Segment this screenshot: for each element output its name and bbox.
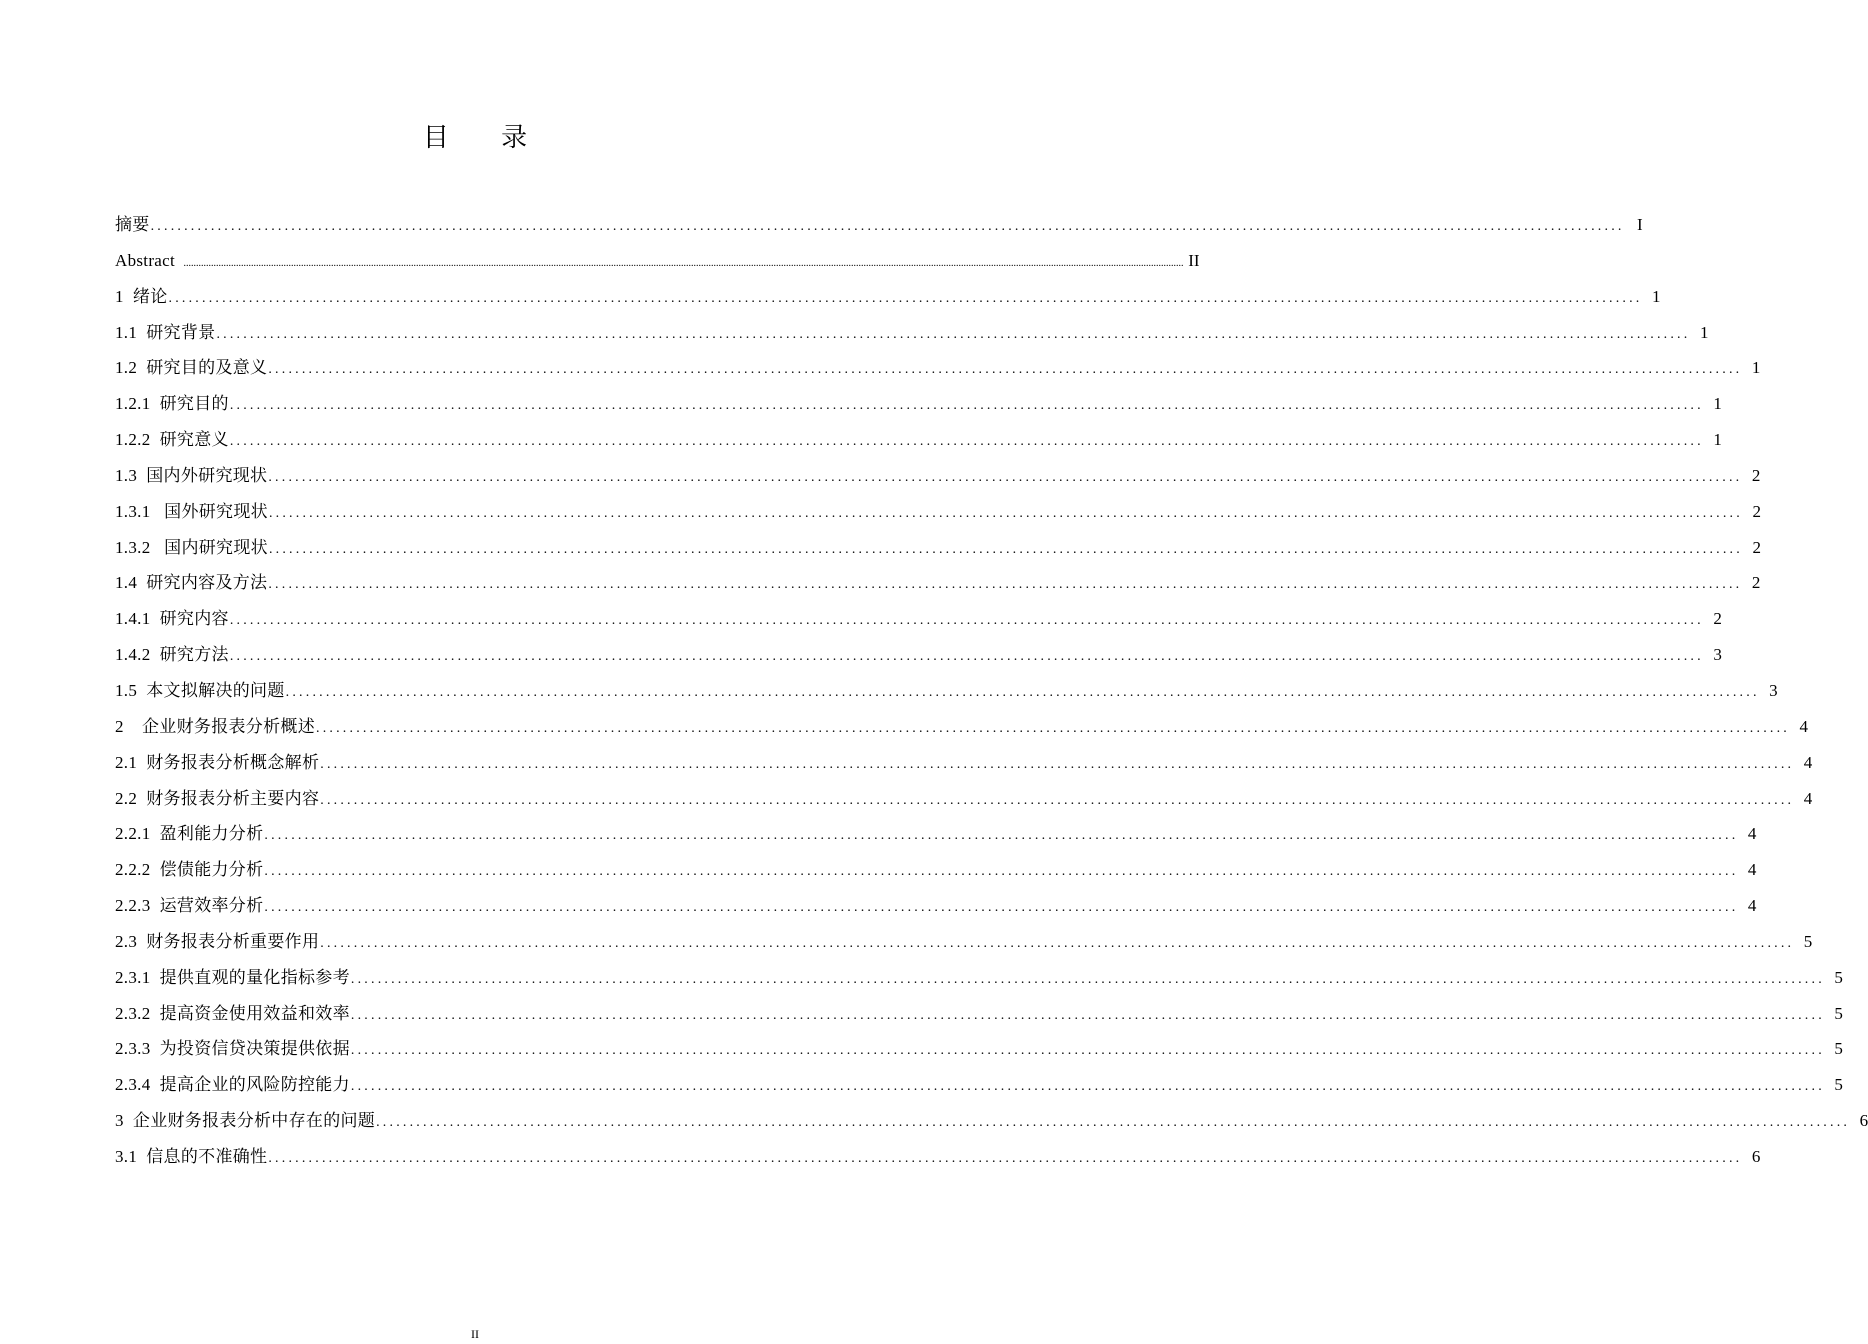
toc-entry-label: 1.2.2 研究意义 xyxy=(115,430,229,450)
toc-dot-leader: ............................................................................................................................................................................................................................ xyxy=(229,649,1704,665)
toc-dot-leader: ............................................................................................................................................................................................................................ xyxy=(350,1079,1825,1095)
toc-entry[interactable] xyxy=(115,673,1778,709)
toc-entry-label: 2.2.3 运营效率分析 xyxy=(115,896,264,916)
toc-dot-leader: ............................................................................................................................................................................................................................ xyxy=(150,219,1625,234)
toc-entry-label: 3 企业财务报表分析中存在的问题 xyxy=(115,1111,376,1131)
toc-dot-leader: ............................................................................................................................................................................................................................ xyxy=(350,1007,1825,1023)
toc-entry-page-number: 4 xyxy=(1747,860,1757,880)
toc-entry-page-number: 2 xyxy=(1752,537,1761,557)
toc-entry[interactable] xyxy=(115,745,1813,781)
toc-entry-label: 2.2.1 盈利能力分析 xyxy=(115,824,264,844)
toc-dot-leader: ............................................................................................................................................................................................................................ xyxy=(320,756,1795,772)
toc-entry-label: 2.2.2 偿债能力分析 xyxy=(115,860,264,880)
toc-entry-page-number: 2 xyxy=(1751,465,1761,485)
toc-entry-page-number: II xyxy=(1188,250,1200,270)
toc-dot-leader: ............................................................................................................................................................................................................................ xyxy=(285,684,1760,700)
toc-entry[interactable] xyxy=(115,494,1761,530)
toc-entry-page-number: 1 xyxy=(1751,358,1761,378)
toc-entry-page-number: 3 xyxy=(1713,645,1722,665)
toc-entry[interactable] xyxy=(115,996,1843,1032)
toc-entry-label: 3.1 信息的不准确性 xyxy=(115,1146,268,1166)
toc-entry[interactable] xyxy=(115,1139,1761,1175)
toc-entry-label: 1.4 研究内容及方法 xyxy=(115,573,268,593)
toc-entry-page-number: 5 xyxy=(1834,1075,1843,1095)
toc-entry-page-number: 1 xyxy=(1699,322,1709,342)
toc-entry-page-number: 4 xyxy=(1747,896,1757,916)
page-number: II xyxy=(471,1327,479,1341)
toc-entry-page-number: 5 xyxy=(1834,1039,1843,1059)
table-of-contents xyxy=(115,207,1868,1175)
toc-dot-leader: ............................................................................................................................................................................................................................ xyxy=(264,864,1739,880)
toc-entry-page-number: 5 xyxy=(1834,1003,1843,1023)
toc-entry-label: 1.4.2 研究方法 xyxy=(115,645,229,665)
toc-dot-leader: ............................................................................................................................................................................................................................ xyxy=(264,900,1739,916)
toc-entry[interactable] xyxy=(115,781,1813,817)
toc-entry[interactable] xyxy=(115,637,1722,673)
toc-entry-label: 1 绪论 xyxy=(115,286,168,306)
toc-entry[interactable] xyxy=(115,315,1709,351)
toc-entry-page-number: 5 xyxy=(1834,967,1843,987)
toc-entry[interactable] xyxy=(115,279,1661,315)
toc-entry-label: 1.2.1 研究目的 xyxy=(115,394,229,414)
toc-entry-page-number: 6 xyxy=(1751,1146,1761,1166)
toc-entry-label: 1.4.1 研究内容 xyxy=(115,609,229,629)
toc-entry-page-number: I xyxy=(1636,215,1643,234)
toc-entry-page-number: 4 xyxy=(1747,824,1757,844)
toc-entry[interactable] xyxy=(115,960,1843,996)
toc-entry[interactable] xyxy=(115,1031,1843,1067)
toc-entry-page-number: 1 xyxy=(1652,286,1661,306)
toc-dot-leader: ............................................................................................................................................................................................................................ xyxy=(216,326,1691,342)
toc-entry-label: 2.1 财务报表分析概念解析 xyxy=(115,752,320,772)
toc-entry-label: 2.3.1 提供直观的量化指标参考 xyxy=(115,967,350,987)
toc-dot-leader: ............................................................................................................................................................................................................................ xyxy=(268,469,1743,485)
toc-entry-label: 2.3 财务报表分析重要作用 xyxy=(115,931,320,951)
toc-dot-leader: ............................................................................................................................................................................................................................ xyxy=(376,1115,1851,1131)
toc-entry-label: 1.1 研究背景 xyxy=(115,322,216,342)
toc-entry[interactable] xyxy=(115,709,1808,745)
toc-entry[interactable] xyxy=(115,924,1813,960)
toc-entry-label: 1.5 本文拟解决的问题 xyxy=(115,680,285,700)
toc-entry-label: 2.3.3 为投资信贷决策提供依据 xyxy=(115,1039,350,1059)
toc-dot-leader: ............................................................................................................................................................................................................................ xyxy=(264,828,1739,844)
toc-entry[interactable] xyxy=(115,422,1722,458)
toc-entry-page-number: 1 xyxy=(1713,394,1722,414)
toc-entry-page-number: 6 xyxy=(1859,1111,1868,1131)
toc-entry-label: Abstract xyxy=(115,250,180,270)
toc-dot-leader: ............................................................................................................................................................................................................................ xyxy=(268,577,1743,593)
toc-entry-label: 1.2 研究目的及意义 xyxy=(115,358,268,378)
toc-dot-leader: ............................................................................................................................................................................................................................ xyxy=(229,398,1704,414)
toc-entry[interactable] xyxy=(115,816,1757,852)
toc-entry[interactable] xyxy=(115,1067,1843,1103)
toc-entry-page-number: 2 xyxy=(1751,573,1761,593)
toc-entry-label: 1.3.2 国内研究现状 xyxy=(115,537,268,557)
toc-entry[interactable] xyxy=(115,601,1722,637)
toc-entry[interactable] xyxy=(115,888,1757,924)
page-title: 目 录 xyxy=(422,123,550,153)
toc-dot-leader: ............................................................................................................................................................................................................................ xyxy=(229,613,1704,629)
toc-entry-page-number: 4 xyxy=(1799,716,1808,736)
toc-entry-page-number: 1 xyxy=(1713,430,1722,450)
toc-entry-page-number: 2 xyxy=(1713,609,1722,629)
toc-entry[interactable] xyxy=(115,350,1761,386)
toc-entry-label: 2.2 财务报表分析主要内容 xyxy=(115,788,320,808)
toc-dot-leader: ............................................................................................................................................................................................................................ xyxy=(268,505,1743,521)
toc-entry-page-number: 4 xyxy=(1803,752,1813,772)
toc-entry[interactable] xyxy=(115,1103,1868,1139)
toc-entry[interactable] xyxy=(115,386,1722,422)
toc-entry-label: 摘要 xyxy=(115,215,150,234)
toc-entry[interactable] xyxy=(115,207,1643,243)
toc-dot-leader: ............................................................................................................................................................................................................................ xyxy=(168,290,1643,306)
toc-entry-label: 1.3.1 国外研究现状 xyxy=(115,501,268,521)
toc-entry[interactable] xyxy=(115,852,1757,888)
toc-entry[interactable] xyxy=(115,530,1761,566)
toc-entry-label: 2.3.4 提高企业的风险防控能力 xyxy=(115,1075,350,1095)
toc-entry-label: 1.3 国内外研究现状 xyxy=(115,465,268,485)
toc-entry-label: 2 企业财务报表分析概述 xyxy=(115,716,315,736)
toc-dot-leader: ............................................................................................................................................................................................................................ xyxy=(320,792,1795,808)
toc-dot-leader: ............................................................................................................................................................................................................................ xyxy=(316,720,1790,736)
toc-dot-leader: ............................................................................................................................................................................................................................ xyxy=(350,971,1825,987)
toc-dot-leader: ............................................................................................................................................................................................................................ xyxy=(229,434,1704,450)
toc-dot-leader: ................................................................................................................................................................................................................................................................................................................................................................................................................ xyxy=(183,257,1184,269)
toc-entry-label: 2.3.2 提高资金使用效益和效率 xyxy=(115,1003,350,1023)
toc-dot-leader: ............................................................................................................................................................................................................................ xyxy=(268,362,1743,378)
toc-dot-leader: ............................................................................................................................................................................................................................ xyxy=(320,935,1795,951)
toc-dot-leader: ............................................................................................................................................................................................................................ xyxy=(268,541,1743,557)
toc-entry-page-number: 3 xyxy=(1769,680,1778,700)
toc-entry[interactable] xyxy=(115,243,1200,279)
toc-entry-page-number: 2 xyxy=(1752,501,1761,521)
toc-entry[interactable] xyxy=(115,565,1761,601)
toc-dot-leader: ............................................................................................................................................................................................................................ xyxy=(350,1043,1825,1059)
toc-entry-page-number: 4 xyxy=(1803,788,1813,808)
toc-entry-page-number: 5 xyxy=(1803,931,1813,951)
toc-dot-leader: ............................................................................................................................................................................................................................ xyxy=(268,1150,1743,1166)
toc-entry[interactable] xyxy=(115,458,1761,494)
